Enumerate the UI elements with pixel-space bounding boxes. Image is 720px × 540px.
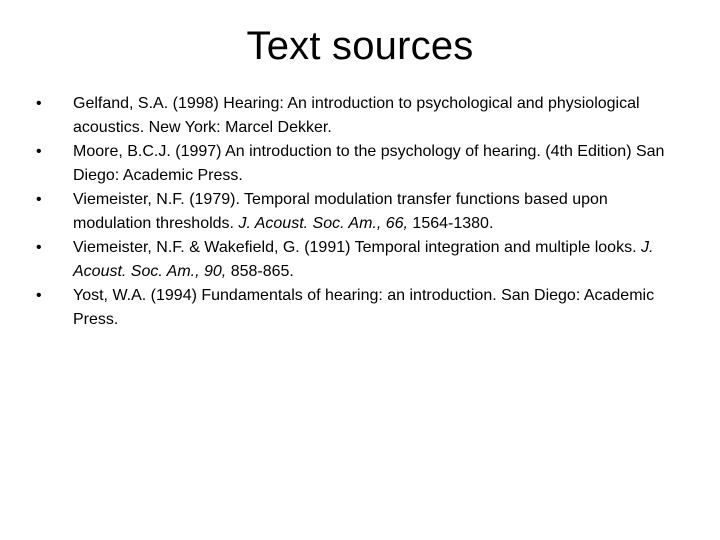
reference-item xyxy=(36,140,686,188)
reference-item xyxy=(36,236,686,284)
reference-item xyxy=(36,284,686,332)
bullet-icon: • xyxy=(36,191,42,208)
reference-text-part: Moore, B.C.J. (1997) An introduction to the psychology of hearing. (4th Edition) San Diego: Academic Press. xyxy=(73,143,665,184)
bullet-icon: • xyxy=(36,143,42,160)
reference-text-part: 1564-1380. xyxy=(407,215,494,232)
journal-citation: J. Acoust. Soc. Am., 90, xyxy=(73,239,654,280)
reference-text xyxy=(73,239,653,280)
reference-list xyxy=(36,92,686,332)
bullet-icon: • xyxy=(36,95,42,112)
reference-item xyxy=(36,188,686,236)
reference-text xyxy=(73,95,640,136)
reference-text xyxy=(73,191,608,232)
bullet-icon: • xyxy=(36,239,42,256)
reference-text-part: Yost, W.A. (1994) Fundamentals of hearing: an introduction. San Diego: Academic Press. xyxy=(73,287,655,328)
reference-item xyxy=(36,92,686,140)
journal-citation: J. Acoust. Soc. Am., 66, xyxy=(238,215,408,232)
reference-text-part: 858-865. xyxy=(226,263,294,280)
reference-text-part: Gelfand, S.A. (1998) Hearing: An introduction to psychological and physiological acoustics. New York: Marcel Dekker. xyxy=(73,95,640,136)
bullet-icon: • xyxy=(36,287,42,304)
reference-text-part: Viemeister, N.F. & Wakefield, G. (1991) Temporal integration and multiple looks. xyxy=(73,239,641,256)
reference-text-part: Viemeister, N.F. (1979). Temporal modulation transfer functions based upon modulation thresholds. xyxy=(73,191,608,232)
reference-text xyxy=(73,143,664,184)
slide-title: Text sources xyxy=(246,24,474,68)
reference-text xyxy=(73,287,654,328)
